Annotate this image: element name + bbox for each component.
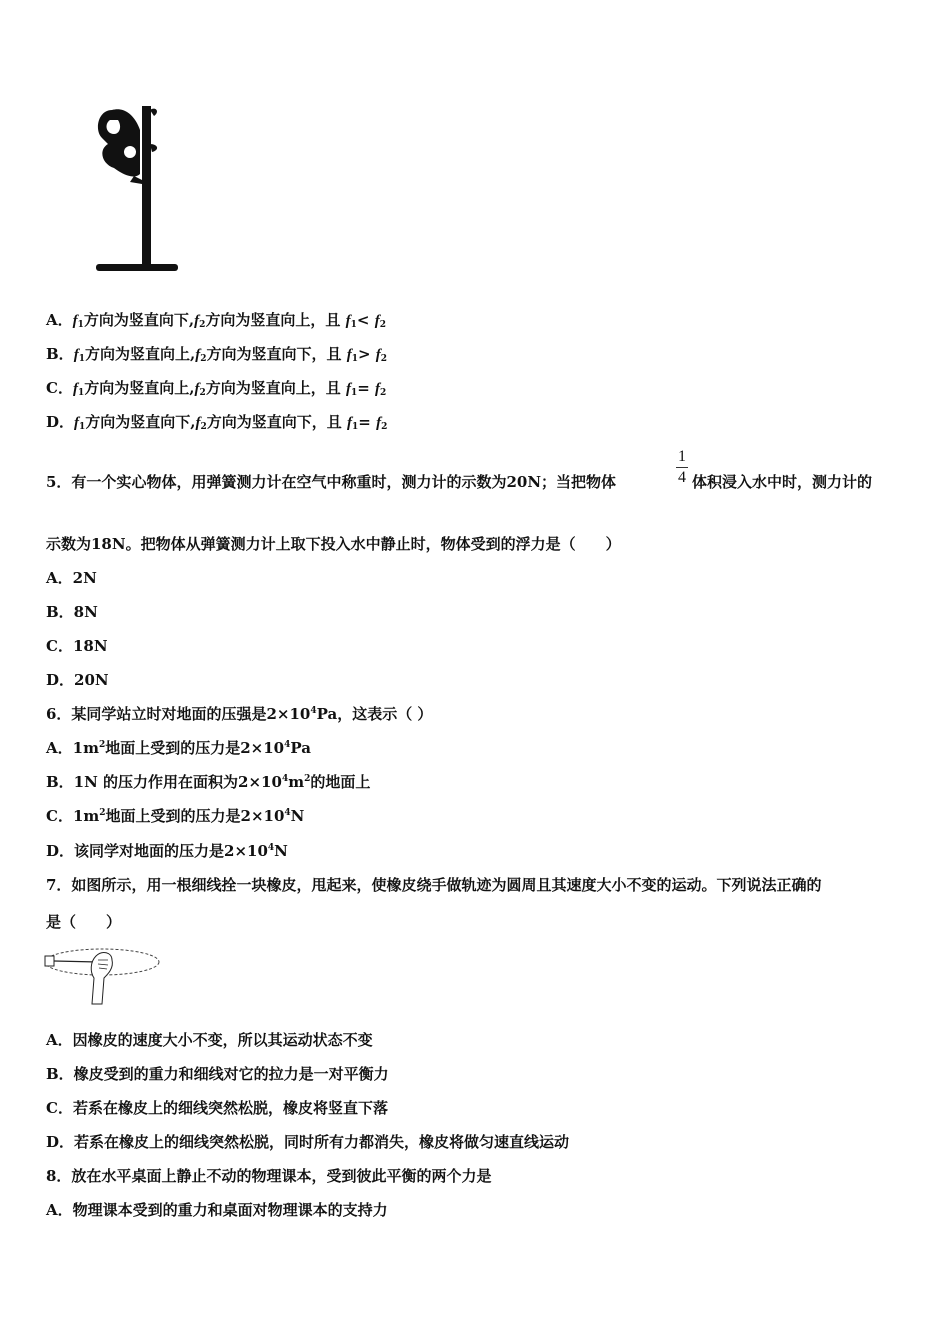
fraction-bar — [676, 467, 688, 468]
monkey-pole-figure — [90, 100, 185, 278]
fraction-denominator: 4 — [678, 469, 686, 486]
q7-option-c[interactable]: C．若系在橡皮上的细线突然松脱，橡皮将竖直下落 — [46, 1099, 388, 1117]
fraction-numerator: 1 — [678, 448, 686, 465]
q5-option-b[interactable]: B．8N — [46, 603, 98, 621]
q5-stem-part1: 5．有一个实心物体，用弹簧测力计在空气中称重时，测力计的示数为20N；当把物体 — [46, 473, 617, 491]
q6-stem: 6．某同学站立时对地面的压强是$2\times 10^4Pa$，这表示（ ） — [46, 705, 433, 723]
q6-option-b[interactable]: B．1N 的压力作用在面积为$2\times 10^4m^2$的地面上 — [46, 773, 371, 791]
q6-option-c[interactable]: C．$1m^2$地面上受到的压力是$2\times 10^4N$ — [46, 807, 305, 825]
q8-option-a[interactable]: A．物理课本受到的重力和桌面对物理课本的支持力 — [46, 1201, 388, 1219]
q7-option-a[interactable]: A．因橡皮的速度大小不变，所以其运动状态不变 — [46, 1031, 373, 1049]
q5-stem-part3: 示数为18N。把物体从弹簧测力计上取下投入水中静止时，物体受到的浮力是（ ） — [46, 535, 621, 553]
q5-fraction — [674, 448, 690, 487]
q4-option-b[interactable]: B．$f_1$方向为竖直向上$,f_2$方向为竖直向下，且 $f_1> f_2$ — [46, 345, 388, 364]
q6-option-a[interactable]: A．$1m^2$地面上受到的压力是$2\times 10^4Pa$ — [46, 739, 311, 757]
q7-stem-line2: 是（ ） — [46, 913, 122, 931]
q7-option-b[interactable]: B．橡皮受到的重力和细线对它的拉力是一对平衡力 — [46, 1065, 389, 1083]
q7-stem-line1: 7．如图所示，用一根细线拴一块橡皮，甩起来，使橡皮绕手做轨迹为圆周且其速度大小不变的运动。下列说法正确的 — [46, 876, 822, 894]
q5-option-a[interactable]: A．2N — [46, 569, 97, 587]
q7-option-d[interactable]: D．若系在橡皮上的细线突然松脱，同时所有力都消失，橡皮将做匀速直线运动 — [46, 1133, 570, 1151]
q5-option-c[interactable]: C．18N — [46, 637, 108, 655]
q4-option-a[interactable]: A．$f_1$方向为竖直向下$,f_2$方向为竖直向上，且 $f_1< f_2$ — [46, 311, 386, 330]
q5-option-d[interactable]: D．20N — [46, 671, 109, 689]
q4-option-c[interactable]: C．$f_1$方向为竖直向上$,f_2$方向为竖直向上，且 $f_1= f_2$ — [46, 379, 387, 398]
q8-stem: 8．放在水平桌面上静止不动的物理课本，受到彼此平衡的两个力是 — [46, 1167, 492, 1185]
q6-option-d[interactable]: D．该同学对地面的压力是$2\times 10^4N$ — [46, 842, 288, 860]
q4-option-d[interactable]: D．$f_1$方向为竖直向下$,f_2$方向为竖直向下，且 $f_1= f_2$ — [46, 413, 388, 432]
q5-stem-part2: 体积浸入水中时，测力计的 — [692, 473, 873, 491]
hand-rubber-circle-figure — [42, 938, 164, 1010]
